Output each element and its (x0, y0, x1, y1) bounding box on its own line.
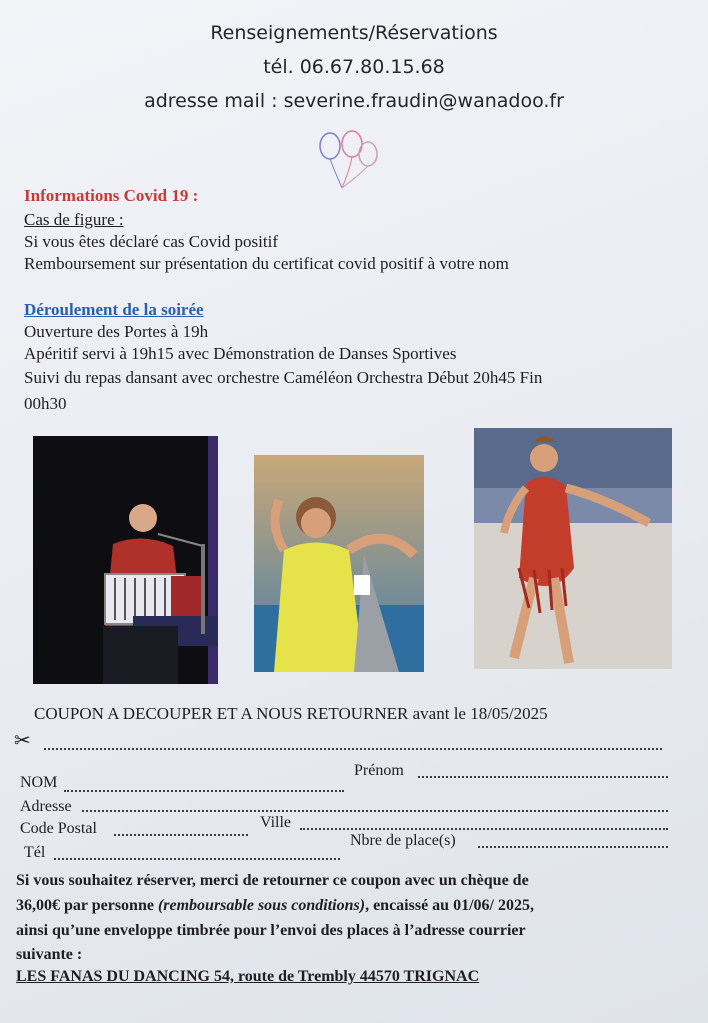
soiree-line-2: Apéritif servi à 19h15 avec Démonstration de Danses Sportives (24, 344, 457, 363)
footer-line-3: ainsi qu’une enveloppe timbrée pour l’envoi des places à l’adresse courrier (16, 922, 526, 939)
ville-field[interactable] (300, 828, 668, 830)
footer-line-1: Si vous souhaitez réserver, merci de retourner ce coupon avec un chèque de (16, 872, 529, 889)
girl-dancer-photo (254, 455, 424, 672)
nom-field[interactable] (64, 790, 344, 792)
footer-conditions: (remboursable sous conditions) (157, 897, 366, 914)
prenom-field[interactable] (418, 776, 668, 778)
soiree-line-1: Ouverture des Portes à 19h (24, 322, 209, 341)
nom-label: NOM (20, 774, 58, 791)
footer-address: LES FANAS DU DANCING 54, route de Trembly 44570 TRIGNAC (16, 968, 480, 985)
adresse-label: Adresse (20, 798, 72, 815)
prenom-label: Prénom (354, 762, 404, 779)
covid-subtitle: Cas de figure : (24, 210, 124, 229)
soiree-line-4: 00h30 (24, 394, 67, 413)
covid-line-1: Si vous êtes déclaré cas Covid positif (24, 232, 279, 251)
covid-line-2: Remboursement sur présentation du certificat covid positif à votre nom (24, 254, 509, 273)
adresse-field[interactable] (82, 810, 668, 812)
woman-dancer-photo (474, 428, 672, 669)
header-email: adresse mail : severine.fraudin@wanadoo.fr (144, 90, 564, 112)
ville-label: Ville (260, 814, 292, 831)
balloons-icon (308, 128, 386, 194)
header-phone: tél. 06.67.80.15.68 (263, 56, 445, 78)
places-label: Nbre de place(s) (350, 832, 456, 849)
footer-line-2 (16, 897, 534, 915)
covid-title: Informations Covid 19 : (24, 186, 199, 205)
tel-label: Tél (24, 844, 46, 861)
cut-line (44, 748, 662, 750)
soiree-title: Déroulement de la soirée (24, 300, 204, 319)
code-postal-field[interactable] (114, 834, 248, 836)
musician-photo (33, 436, 218, 684)
footer-price: 36,00€ par personne (16, 897, 158, 914)
soiree-line-3: Suivi du repas dansant avec orchestre Caméléon Orchestra Début 20h45 Fin (24, 368, 543, 387)
scissors-icon: ✂ (14, 730, 31, 752)
places-field[interactable] (478, 846, 668, 848)
code-postal-label: Code Postal (20, 820, 97, 837)
header-title: Renseignements/Réservations (210, 22, 498, 44)
footer-line-4: suivante : (16, 946, 83, 963)
tel-field[interactable] (54, 858, 340, 860)
footer-date: , encaissé au 01/06/ 2025, (365, 897, 534, 914)
coupon-title: COUPON A DECOUPER ET A NOUS RETOURNER avant le 18/05/2025 (34, 704, 548, 723)
